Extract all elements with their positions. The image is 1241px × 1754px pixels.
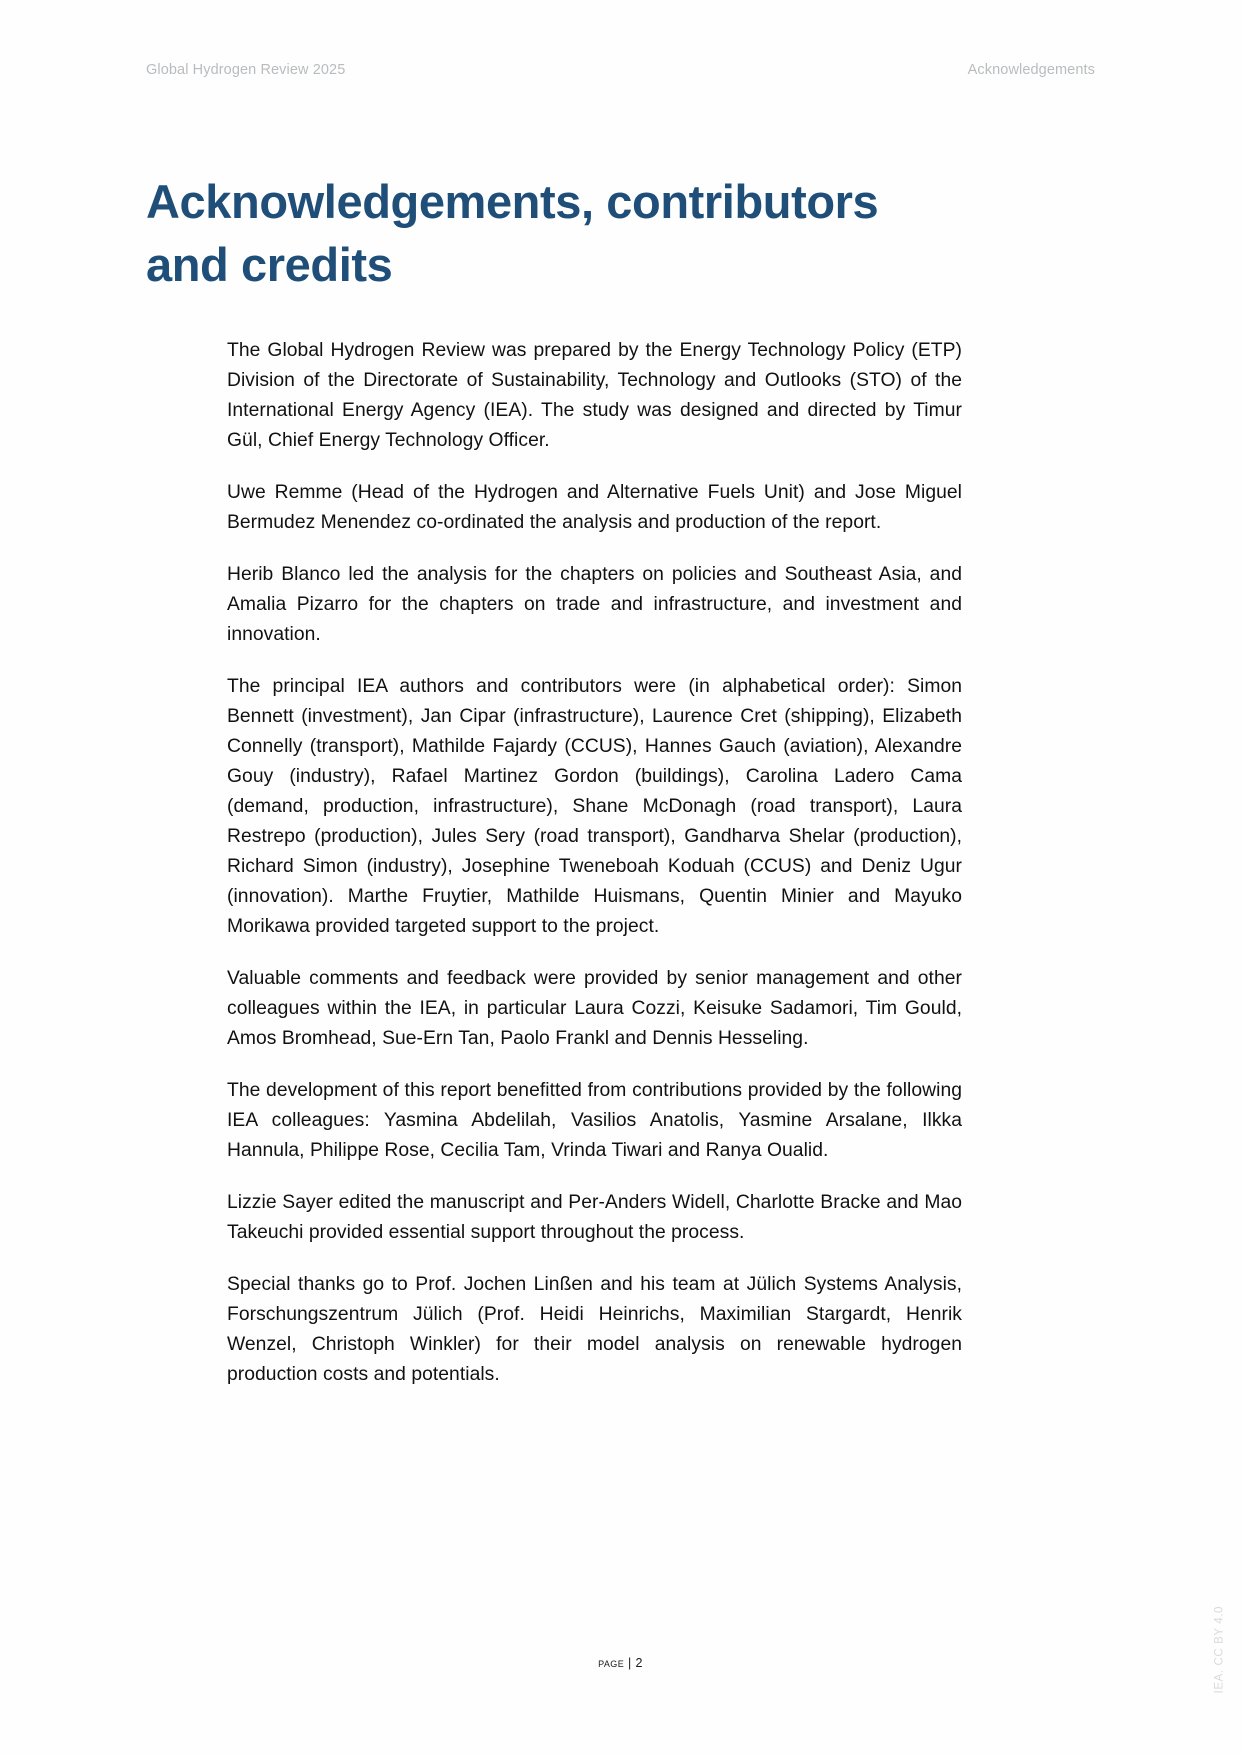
document-body bbox=[227, 336, 962, 1390]
page-number-label: page | 2 bbox=[598, 1656, 643, 1670]
page-title: Acknowledgements, contributors and credits bbox=[146, 175, 879, 291]
page-number bbox=[0, 1656, 1241, 1670]
license-notice: IEA. CC BY 4.0 bbox=[1213, 1606, 1225, 1694]
paragraph: The development of this report benefitted from contributions provided by the following IEA colleagues: Yasmina Abdelilah, Vasilios Anatolis, Yasmine Arsalane, Ilkka Hannula, Philippe Rose, Cecilia Tam, Vrinda Tiwari and Ranya Oualid. bbox=[227, 1080, 962, 1161]
paragraph: The principal IEA authors and contributors were (in alphabetical order): Simon Bennett (investment), Jan Cipar (infrastructure), Laurence Cret (shipping), Elizabeth Connelly (transport), Mathilde Fajardy (CCUS), Hannes Gauch (aviation), Alexandre Gouy (industry), Rafael Martinez Gordon (buildings), Carolina Ladero Cama (demand, production, infrastructure), Shane McDonagh (road transport), Laura Restrepo (production), Jules Sery (road transport), Gandharva Shelar (production), Richard Simon (industry), Josephine Tweneboah Koduah (CCUS) and Deniz Ugur (innovation). Marthe Fruytier, Mathilde Huismans, Quentin Minier and Mayuko Morikawa provided targeted support to the project. bbox=[227, 676, 962, 937]
paragraph: Special thanks go to Prof. Jochen Linßen and his team at Jülich Systems Analysis, Forschungszentrum Jülich (Prof. Heidi Heinrichs, Maximilian Stargardt, Henrik Wenzel, Christoph Winkler) for their model analysis on renewable hydrogen production costs and potentials. bbox=[227, 1274, 962, 1385]
running-header bbox=[146, 62, 1095, 84]
paragraph: Uwe Remme (Head of the Hydrogen and Alternative Fuels Unit) and Jose Miguel Bermudez Menendez co-ordinated the analysis and production of the report. bbox=[227, 482, 962, 533]
running-header-left: Global Hydrogen Review 2025 bbox=[146, 62, 346, 78]
paragraph: Herib Blanco led the analysis for the chapters on policies and Southeast Asia, and Amalia Pizarro for the chapters on trade and infrastructure, and investment and innovation. bbox=[227, 564, 962, 645]
paragraph: Valuable comments and feedback were provided by senior management and other colleagues within the IEA, in particular Laura Cozzi, Keisuke Sadamori, Tim Gould, Amos Bromhead, Sue-Ern Tan, Paolo Frankl and Dennis Hesseling. bbox=[227, 968, 962, 1049]
running-header-right: Acknowledgements bbox=[967, 62, 1095, 78]
paragraph: Lizzie Sayer edited the manuscript and Per-Anders Widell, Charlotte Bracke and Mao Takeuchi provided essential support throughout the process. bbox=[227, 1192, 962, 1243]
paragraph: The Global Hydrogen Review was prepared by the Energy Technology Policy (ETP) Division of the Directorate of Sustainability, Technology and Outlooks (STO) of the International Energy Agency (IEA). The study was designed and directed by Timur Gül, Chief Energy Technology Officer. bbox=[227, 340, 962, 451]
